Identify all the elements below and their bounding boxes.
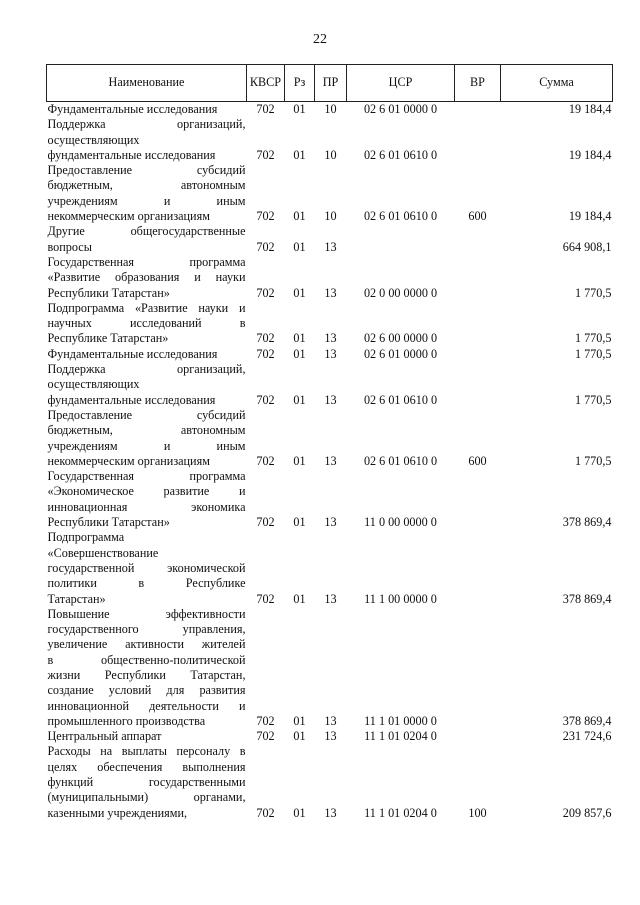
table-row bbox=[47, 163, 613, 224]
row-name-line: Расходы на выплаты персоналу в bbox=[47, 744, 246, 759]
row-name-line: в общественно-политической bbox=[47, 652, 246, 667]
row-csr: 02 6 01 0610 0 bbox=[363, 147, 438, 162]
row-csr: 11 1 00 0000 0 bbox=[364, 591, 437, 606]
row-vr bbox=[455, 102, 501, 118]
row-rz: 01 bbox=[293, 209, 306, 224]
row-pr: 13 bbox=[324, 239, 337, 254]
row-name-line: некоммерческим организациям bbox=[47, 209, 210, 224]
row-csr: 02 0 00 0000 0 bbox=[363, 285, 438, 300]
row-name-line: «Совершенствование bbox=[47, 545, 159, 560]
row-vr bbox=[455, 117, 501, 163]
row-vr bbox=[455, 729, 501, 744]
row-name bbox=[47, 469, 247, 530]
row-sum: 378 869,4 bbox=[562, 713, 612, 728]
row-name-line: осуществляющих bbox=[47, 132, 140, 147]
row-name-line: инновационная экономика bbox=[47, 499, 246, 514]
row-csr: 11 0 00 0000 0 bbox=[364, 515, 437, 530]
row-sum: 19 184,4 bbox=[568, 147, 612, 162]
row-rz: 01 bbox=[293, 515, 306, 530]
table-row bbox=[47, 607, 613, 729]
row-name-line: фундаментальные исследования bbox=[47, 147, 216, 162]
row-kvsr: 702 bbox=[256, 729, 275, 744]
table-body bbox=[47, 102, 613, 821]
column-header-sum: Сумма bbox=[501, 65, 613, 102]
row-name bbox=[47, 729, 247, 744]
row-name bbox=[47, 347, 247, 362]
row-rz: 01 bbox=[293, 346, 306, 361]
row-name-line: создание условий для развития bbox=[47, 683, 246, 698]
row-csr: 11 1 01 0000 0 bbox=[364, 713, 437, 728]
row-name-line: Подпрограмма bbox=[47, 530, 125, 545]
row-kvsr: 702 bbox=[256, 453, 275, 468]
row-vr bbox=[455, 301, 501, 347]
row-rz: 01 bbox=[293, 102, 306, 116]
row-rz: 01 bbox=[293, 392, 306, 407]
row-rz: 01 bbox=[293, 453, 306, 468]
row-name bbox=[47, 102, 247, 118]
row-vr bbox=[455, 530, 501, 606]
row-csr: 02 6 01 0610 0 bbox=[363, 453, 438, 468]
row-pr: 13 bbox=[324, 805, 337, 820]
row-name bbox=[47, 301, 247, 347]
table-row bbox=[47, 102, 613, 118]
row-name-line: функций государственными bbox=[47, 775, 246, 790]
row-name-line: Государственная программа bbox=[47, 254, 246, 269]
row-name-line: Другие общегосударственные bbox=[47, 224, 246, 239]
row-name-line: государственной экономической bbox=[47, 560, 246, 575]
row-sum: 378 869,4 bbox=[562, 591, 612, 606]
row-name bbox=[47, 255, 247, 301]
row-name-line: промышленного производства bbox=[47, 713, 206, 728]
column-header-vr: ВР bbox=[455, 65, 501, 102]
row-kvsr: 702 bbox=[256, 346, 275, 361]
row-name-line: казенными учреждениями, bbox=[47, 805, 188, 820]
row-name-line: Государственная программа bbox=[47, 469, 246, 484]
row-name bbox=[47, 362, 247, 408]
row-vr: 600 bbox=[468, 453, 487, 468]
row-name bbox=[47, 607, 247, 729]
row-pr: 13 bbox=[324, 331, 337, 346]
row-kvsr: 702 bbox=[256, 147, 275, 162]
row-pr: 13 bbox=[324, 713, 337, 728]
row-name-line: (муниципальными) органами, bbox=[47, 790, 246, 805]
row-csr: 11 1 01 0204 0 bbox=[364, 805, 437, 820]
row-name-line: Фундаментальные исследования bbox=[47, 346, 218, 361]
column-header-kvsr: КВСР bbox=[247, 65, 285, 102]
table-row bbox=[47, 117, 613, 163]
row-sum: 1 770,5 bbox=[574, 331, 612, 346]
row-vr bbox=[455, 255, 501, 301]
column-header-rz: Рз bbox=[285, 65, 315, 102]
row-rz: 01 bbox=[293, 285, 306, 300]
row-name-line: Предоставление субсидий bbox=[47, 407, 246, 422]
row-name bbox=[47, 163, 247, 224]
row-pr: 13 bbox=[324, 285, 337, 300]
row-pr: 10 bbox=[324, 147, 337, 162]
row-kvsr: 702 bbox=[256, 102, 275, 116]
row-csr: 02 6 01 0000 0 bbox=[363, 102, 438, 116]
row-csr bbox=[347, 224, 455, 255]
row-sum: 1 770,5 bbox=[574, 346, 612, 361]
row-name-line: бюджетным, автономным bbox=[47, 423, 246, 438]
column-header-pr: ПР bbox=[315, 65, 347, 102]
row-pr: 13 bbox=[324, 453, 337, 468]
row-name-line: Поддержка организаций, bbox=[47, 117, 246, 132]
row-name-line: учреждениям и иным bbox=[47, 438, 246, 453]
row-pr: 13 bbox=[324, 729, 337, 744]
column-header-csr: ЦСР bbox=[347, 65, 455, 102]
row-name-line: «Экономическое развитие и bbox=[47, 484, 246, 499]
row-sum: 1 770,5 bbox=[574, 453, 612, 468]
row-name-line: вопросы bbox=[47, 239, 92, 254]
table-row bbox=[47, 408, 613, 469]
row-pr: 13 bbox=[324, 591, 337, 606]
row-rz: 01 bbox=[293, 729, 306, 744]
row-name-line: осуществляющих bbox=[47, 377, 140, 392]
row-vr bbox=[455, 607, 501, 729]
row-name-line: «Развитие образования и науки bbox=[47, 270, 246, 285]
row-rz: 01 bbox=[293, 805, 306, 820]
row-pr: 13 bbox=[324, 515, 337, 530]
row-name-line: Поддержка организаций, bbox=[47, 362, 246, 377]
budget-table bbox=[46, 64, 613, 821]
row-name-line: Центральный аппарат bbox=[47, 729, 162, 744]
row-csr: 11 1 01 0204 0 bbox=[364, 729, 437, 744]
row-sum: 231 724,6 bbox=[562, 729, 612, 744]
row-vr bbox=[455, 469, 501, 530]
row-name-line: научных исследований в bbox=[47, 316, 246, 331]
table-row bbox=[47, 255, 613, 301]
row-name-line: государственного управления, bbox=[47, 622, 246, 637]
row-csr: 02 6 01 0610 0 bbox=[363, 392, 438, 407]
row-vr bbox=[455, 362, 501, 408]
row-name-line: фундаментальные исследования bbox=[47, 392, 216, 407]
table-row bbox=[47, 347, 613, 362]
row-name-line: Республики Татарстан» bbox=[47, 515, 170, 530]
row-name-line: Подпрограмма «Развитие науки и bbox=[47, 300, 246, 315]
column-header-name: Наименование bbox=[47, 65, 247, 102]
row-name-line: Республики Татарстан» bbox=[47, 285, 170, 300]
table-row bbox=[47, 729, 613, 744]
row-name-line: жизни Республики Татарстан, bbox=[47, 667, 246, 682]
row-sum: 1 770,5 bbox=[574, 285, 612, 300]
row-name bbox=[47, 117, 247, 163]
row-rz: 01 bbox=[293, 713, 306, 728]
row-rz: 01 bbox=[293, 331, 306, 346]
row-name-line: Татарстан» bbox=[47, 591, 106, 606]
row-csr: 02 6 00 0000 0 bbox=[363, 331, 438, 346]
table-row bbox=[47, 744, 613, 820]
row-sum: 378 869,4 bbox=[562, 515, 612, 530]
row-name-line: Фундаментальные исследования bbox=[47, 102, 218, 116]
row-rz: 01 bbox=[293, 147, 306, 162]
row-kvsr: 702 bbox=[256, 713, 275, 728]
row-name-line: учреждениям и иным bbox=[47, 193, 246, 208]
table-row bbox=[47, 224, 613, 255]
row-csr: 02 6 01 0000 0 bbox=[363, 346, 438, 361]
row-name bbox=[47, 224, 247, 255]
row-name bbox=[47, 408, 247, 469]
row-sum: 19 184,4 bbox=[568, 209, 612, 224]
row-kvsr: 702 bbox=[256, 239, 275, 254]
row-kvsr: 702 bbox=[256, 805, 275, 820]
row-rz: 01 bbox=[293, 591, 306, 606]
row-vr: 600 bbox=[468, 209, 487, 224]
row-name-line: политики в Республике bbox=[47, 576, 246, 591]
row-name bbox=[47, 530, 247, 606]
row-name-line: увеличение активности жителей bbox=[47, 637, 246, 652]
row-name bbox=[47, 744, 247, 820]
table-row bbox=[47, 362, 613, 408]
row-pr: 13 bbox=[324, 346, 337, 361]
row-name-line: Республике Татарстан» bbox=[47, 331, 169, 346]
row-vr bbox=[455, 347, 501, 362]
row-sum: 1 770,5 bbox=[574, 392, 612, 407]
row-vr bbox=[455, 224, 501, 255]
row-pr: 10 bbox=[324, 102, 337, 116]
row-name-line: инновационной деятельности и bbox=[47, 698, 246, 713]
row-sum: 664 908,1 bbox=[562, 239, 612, 254]
row-name-line: целях обеспечения выполнения bbox=[47, 759, 246, 774]
table-row bbox=[47, 469, 613, 530]
row-name-line: некоммерческим организациям bbox=[47, 453, 210, 468]
row-rz: 01 bbox=[293, 239, 306, 254]
row-vr: 100 bbox=[468, 805, 487, 820]
row-kvsr: 702 bbox=[256, 392, 275, 407]
table-header-row bbox=[47, 65, 613, 102]
row-kvsr: 702 bbox=[256, 515, 275, 530]
row-csr: 02 6 01 0610 0 bbox=[363, 209, 438, 224]
table-row bbox=[47, 530, 613, 606]
row-kvsr: 702 bbox=[256, 591, 275, 606]
page-number: 22 bbox=[313, 32, 327, 47]
row-kvsr: 702 bbox=[256, 331, 275, 346]
row-name-line: Повышение эффективности bbox=[47, 606, 246, 621]
table-row bbox=[47, 301, 613, 347]
row-name-line: бюджетным, автономным bbox=[47, 178, 246, 193]
row-pr: 10 bbox=[324, 209, 337, 224]
row-kvsr: 702 bbox=[256, 285, 275, 300]
row-name-line: Предоставление субсидий bbox=[47, 163, 246, 178]
row-sum: 209 857,6 bbox=[562, 805, 612, 820]
row-pr: 13 bbox=[324, 392, 337, 407]
row-sum: 19 184,4 bbox=[568, 102, 612, 116]
row-kvsr: 702 bbox=[256, 209, 275, 224]
